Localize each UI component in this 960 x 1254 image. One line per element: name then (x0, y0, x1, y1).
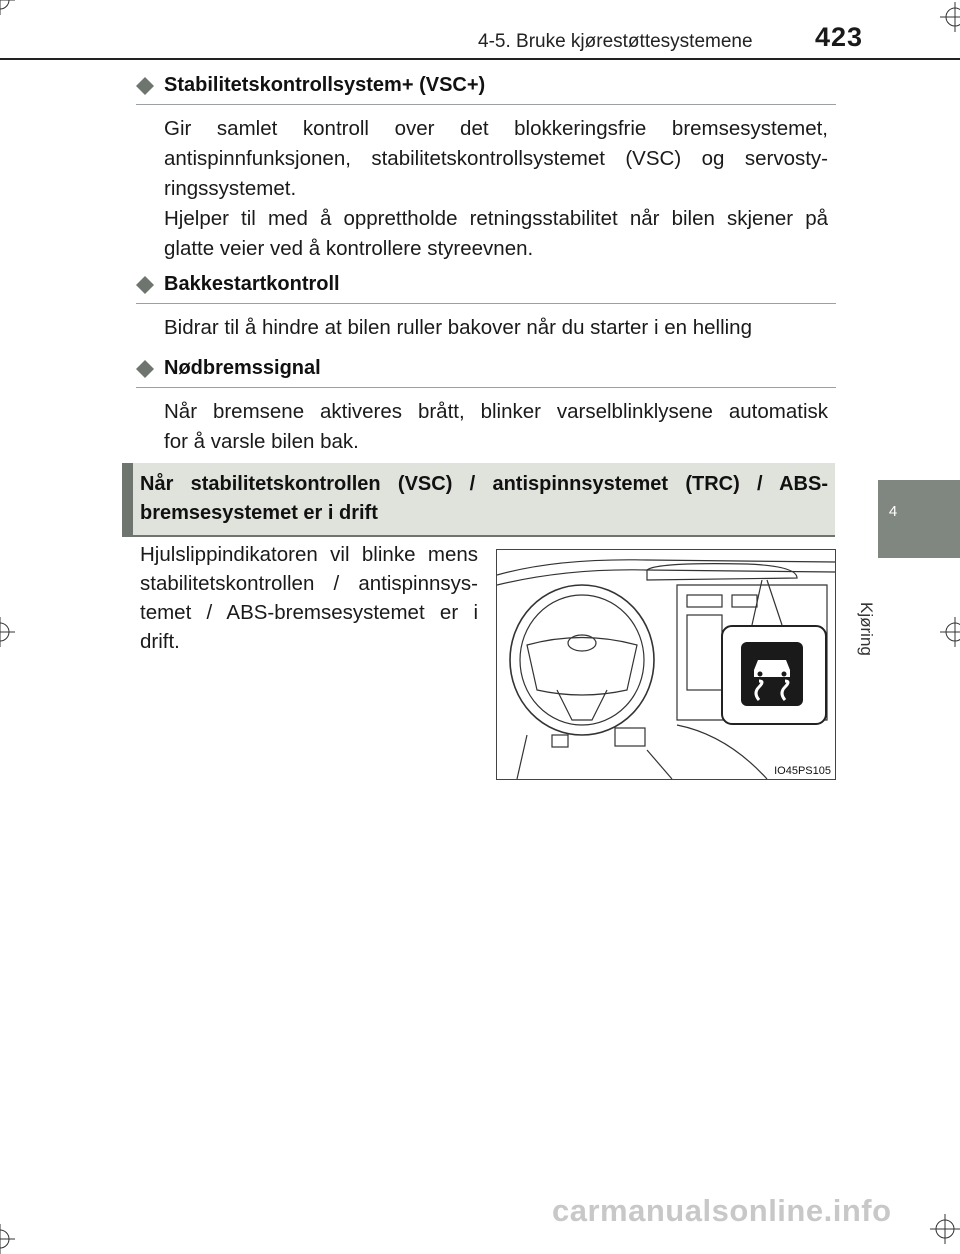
chapter-number: 4 (888, 503, 898, 520)
section-body-hill-start (164, 313, 828, 343)
page-number: 423 (815, 22, 864, 52)
section-heading-hill-start (136, 267, 836, 304)
registration-mark-bottom-right (930, 1214, 960, 1244)
text-line: stabilitetskontrollen / antispinnsys- (140, 572, 478, 595)
diamond-bullet-icon (136, 360, 154, 378)
dashboard-illustration (496, 549, 836, 780)
section-header: 4-5. Bruke kjørestøttesystemene (478, 31, 753, 52)
diamond-bullet-icon (136, 77, 154, 95)
header-rule (0, 58, 960, 60)
text-line: Hjelper til med å opprettholde retningsstabilitet når bilen skjener på (164, 207, 828, 230)
registration-mark-mid-left (0, 617, 15, 647)
registration-mark-bottom-left (0, 1224, 15, 1254)
section-body-vsc (164, 114, 828, 264)
slip-indicator-icon (741, 642, 803, 706)
registration-mark-mid-right (940, 617, 960, 647)
text-line: temet / ABS-bremsesystemet er i (140, 601, 478, 624)
text-line: antispinnfunksjonen, stabilitetskontrollsystemet (VSC) og servosty- (164, 147, 828, 170)
section-body-emergency-brake (164, 397, 828, 457)
dashboard-drawing (497, 550, 835, 779)
text-line: ringssystemet. (164, 177, 297, 200)
callout-rule (122, 535, 835, 537)
registration-mark-top-right (940, 2, 960, 32)
registration-mark-top-left (0, 0, 15, 15)
text-line: glatte veier ved å kontrollere styreevnen. (164, 237, 534, 260)
section-heading-emergency-brake (136, 351, 836, 388)
section-heading-vsc (136, 68, 836, 105)
text-line: drift. (140, 630, 180, 653)
callout-heading (140, 470, 828, 528)
text-line: Hjulslippindikatoren vil blinke mens (140, 543, 478, 566)
section-heading-text: Nødbremssignal (164, 357, 321, 379)
chapter-label: Kjøring (857, 602, 876, 656)
callout-line: bremsesystemet er i drift (140, 502, 378, 524)
figure-code: IO45PS105 (774, 765, 831, 777)
section-heading-text: Stabilitetskontrollsystem+ (VSC+) (164, 74, 486, 96)
callout-accent-bar (122, 463, 133, 535)
text-line: for å varsle bilen bak. (164, 430, 359, 453)
callout-line: Når stabilitetskontrollen (VSC) / antispinnsystemet (TRC) / ABS- (140, 473, 828, 495)
indicator-description (140, 540, 478, 656)
text-line: Bidrar til å hindre at bilen ruller bakover når du starter i en helling (164, 316, 752, 339)
section-heading-text: Bakkestartkontroll (164, 273, 340, 295)
text-line: Gir samlet kontroll over det blokkeringsfrie bremsesystemet, (164, 117, 828, 140)
diamond-bullet-icon (136, 276, 154, 294)
watermark: carmanualsonline.info (552, 1193, 892, 1228)
text-line: Når bremsene aktiveres brått, blinker varselblinklysene automatisk (164, 400, 828, 423)
